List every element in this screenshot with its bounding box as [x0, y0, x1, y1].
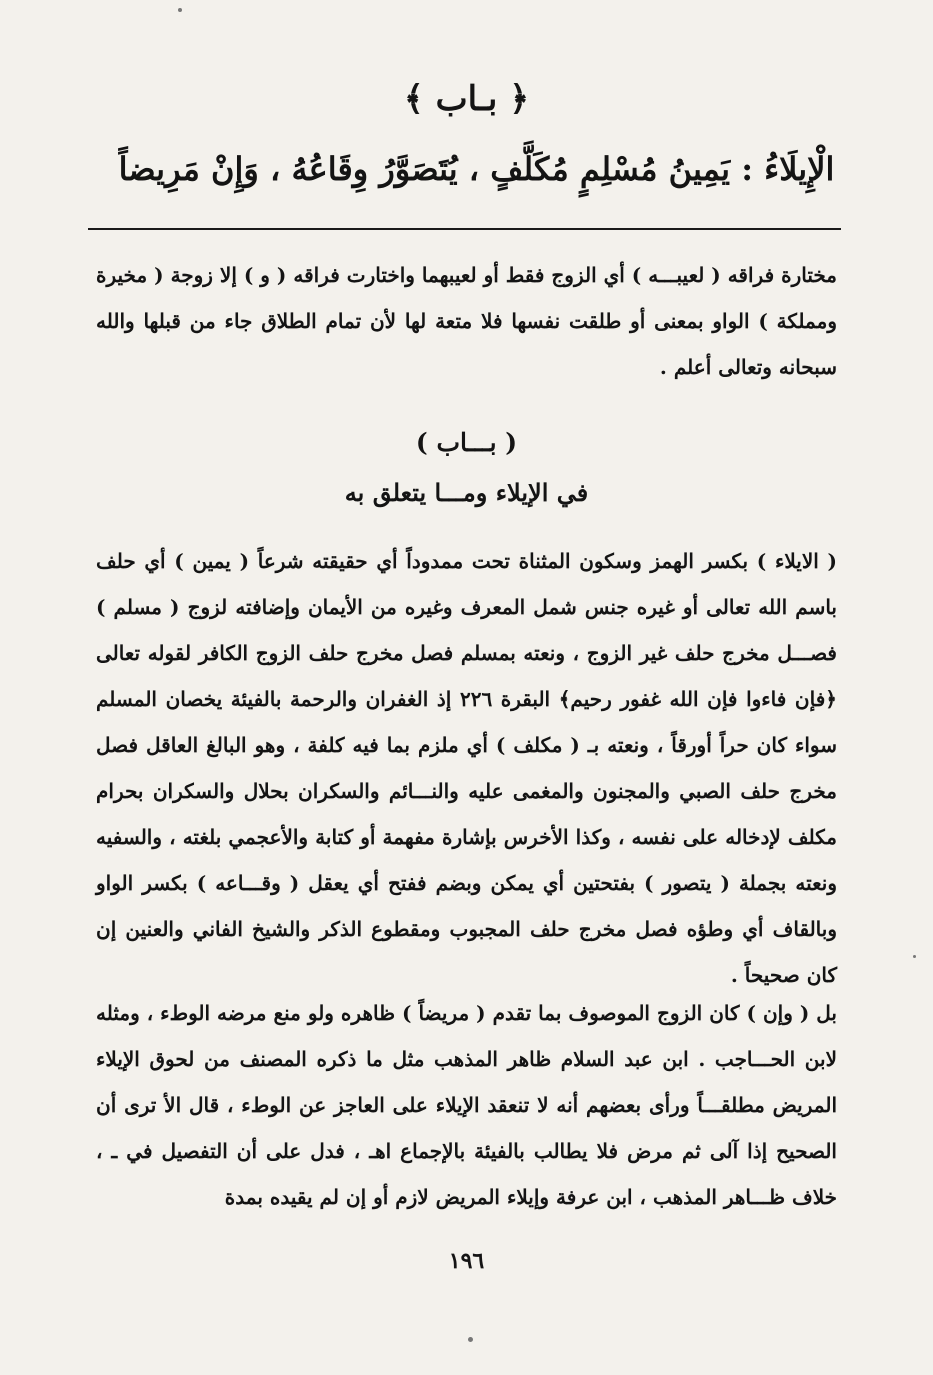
scan-speck	[913, 955, 916, 958]
section-subheading: في الإيلاء ومـــا يتعلق به	[344, 478, 589, 507]
commentary-paragraph-1: مختارة فراقه ( لعيبـــه ) أي الزوج فقط أو لعيبهما واختارت فراقه ( و ) إلا زوجة ( مخيرة ومملكة ) الواو بمعنى أو طلقت نفسها فلا متعة لها لأن تمام الطلاق جاء من قبلها والله سبحانه وتعالى أعلم .	[96, 263, 838, 379]
commentary-paragraph-3: بل ( وإن ) كان الزوج الموصوف بما تقدم ( مريضاً ) ظاهره ولو منع مرضه الوطء ، ومثله لابن الحـــاجب . ابن عبد السلام ظاهر المذهب مثل ما ذكره المصنف من لحوق الإيلاء المريض مطلقـــاً ورأى بعضهم أنه لا تنعقد الإيلاء على العاجز عن الوطء ، قال الأ ترى أن الصحيح إذا آلى ثم مرض فلا يطالب بالفيئة بالإجماع اهـ ، فدل على أن التفصيل في ـ ، خلاف ظـــاهر المذهب ، ابن عرفة وإيلاء المريض لازم أو إن لم يقيده بمدة	[96, 1001, 837, 1209]
header-divider	[88, 228, 841, 230]
chapter-heading: ﴿ بـاب ﴾	[403, 79, 530, 119]
scan-speck	[468, 1337, 473, 1342]
page-number: ١٩٦	[448, 1248, 485, 1274]
commentary-paragraph-2: ( الايلاء ) بكسر الهمز وسكون المثناة تحت ممدوداً أي حقيقته شرعاً ( يمين ) أي حلف باسم الله تعالى أو غيره جنس شمل المعرف وغيره من الأيمان وإضافته لزوج ( مسلم ) فصـــل مخرج حلف غير الزوج ، ونعته بمسلم فصل مخرج حلف الزوج الكافر لقوله تعالى ﴿فإن فاءوا فإن الله غفور رحيم﴾ البقرة ٢٢٦ إذ الغفران والرحمة بالفيئة يخصان المسلم سواء كان حراً أورقاً ، ونعته بـ ( مكلف ) أي ملزم بما فيه كلفة ، وهو البالغ العاقل فصل مخرج حلف الصبي والمجنون والمغمى عليه والنـــائم والسكران بحلال والسكران بحرام مكلف لإدخاله على نفسه ، وكذا الأخرس بإشارة مفهمة أو كتابة والأعجمي بلغته ، والسفيه ونعته بجملة ( يتصور ) بفتحتين أي يمكن وبضم ففتح أي يعقل ( وقـــاعه ) بكسر الواو وبالقاف أي وطؤه فصل مخرج حلف المجبوب ومقطوع الذكر والشيخ الفاني والعنين إن كان صحيحاً .	[96, 549, 837, 987]
scan-speck	[178, 8, 182, 12]
matn-text: الْإِيلَاءُ : يَمِينُ مُسْلِمٍ مُكَلَّفٍ ، يُتَصَوَّرُ وِقَاعُهُ ، وَإِنْ مَرِيضاً	[118, 150, 835, 188]
section-heading: ( بـــاب )	[415, 428, 518, 457]
